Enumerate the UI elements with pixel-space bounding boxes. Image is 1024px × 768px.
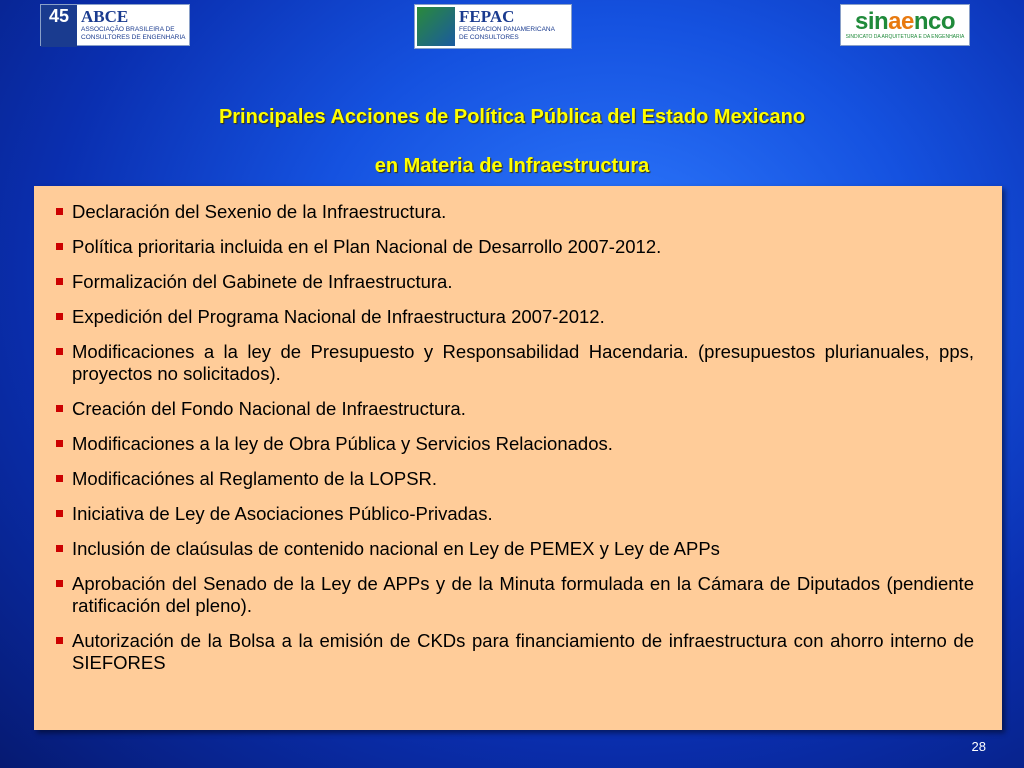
bullet-icon bbox=[56, 637, 63, 644]
americas-map-icon bbox=[417, 7, 455, 46]
sinaenco-logo-subtitle: SINDICATO DA ARQUITETURA E DA ENGENHARIA bbox=[845, 33, 965, 40]
list-item: Modificaciones a la ley de Obra Pública y Servicios Relacionados. bbox=[56, 433, 974, 455]
fepac-logo-subtitle-2: DE CONSULTORES bbox=[459, 34, 519, 41]
fepac-logo-subtitle-1: FEDERACION PANAMERICANA bbox=[459, 26, 555, 33]
bullet-icon bbox=[56, 348, 63, 355]
abce-logo-subtitle-2: CONSULTORES DE ENGENHARIA bbox=[81, 34, 186, 41]
list-item: Creación del Fondo Nacional de Infraestructura. bbox=[56, 398, 974, 420]
fepac-logo-title: FEPAC bbox=[459, 7, 515, 26]
bullet-icon bbox=[56, 475, 63, 482]
abce-logo bbox=[40, 4, 190, 46]
bullet-icon bbox=[56, 208, 63, 215]
list-item: Inclusión de claúsulas de contenido nacional en Ley de PEMEX y Ley de APPs bbox=[56, 538, 974, 560]
list-item: Aprobación del Senado de la Ley de APPs y de la Minuta formulada en la Cámara de Diputados (pendiente ratificación del pleno). bbox=[56, 573, 974, 617]
list-item: Expedición del Programa Nacional de Infraestructura 2007-2012. bbox=[56, 306, 974, 328]
actions-list bbox=[56, 201, 974, 674]
bullet-icon bbox=[56, 243, 63, 250]
sinaenco-wordmark: sinaenco bbox=[854, 7, 956, 35]
bullet-icon bbox=[56, 278, 63, 285]
list-item: Formalización del Gabinete de Infraestructura. bbox=[56, 271, 974, 293]
fepac-logo bbox=[414, 4, 572, 49]
list-item: Declaración del Sexenio de la Infraestructura. bbox=[56, 201, 974, 223]
sinaenco-logo bbox=[840, 4, 970, 46]
bullet-icon bbox=[56, 510, 63, 517]
list-item: Modificaciones a la ley de Presupuesto y Responsabilidad Hacendaria. (presupuestos plurianuales, pps, proyectos no solicitados). bbox=[56, 341, 974, 385]
bullet-icon bbox=[56, 440, 63, 447]
abce-45-badge: 45 bbox=[41, 5, 77, 47]
list-item: Iniciativa de Ley de Asociaciones Público-Privadas. bbox=[56, 503, 974, 525]
content-box bbox=[34, 186, 1002, 730]
abce-logo-subtitle-1: ASSOCIAÇÃO BRASILEIRA DE bbox=[81, 26, 175, 33]
list-item: Modificaciónes al Reglamento de la LOPSR. bbox=[56, 468, 974, 490]
bullet-icon bbox=[56, 580, 63, 587]
bullet-icon bbox=[56, 405, 63, 412]
bullet-icon bbox=[56, 545, 63, 552]
list-item: Política prioritaria incluida en el Plan Nacional de Desarrollo 2007-2012. bbox=[56, 236, 974, 258]
slide-title-line-2: en Materia de Infraestructura bbox=[374, 155, 650, 177]
slide-title-line-1: Principales Acciones de Política Pública del Estado Mexicano bbox=[218, 106, 806, 128]
list-item: Autorización de la Bolsa a la emisión de CKDs para financiamiento de infraestructura con ahorro interno de SIEFORES bbox=[56, 630, 974, 674]
abce-logo-title: ABCE bbox=[81, 7, 129, 26]
bullet-icon bbox=[56, 313, 63, 320]
page-number: 28 bbox=[971, 739, 986, 754]
